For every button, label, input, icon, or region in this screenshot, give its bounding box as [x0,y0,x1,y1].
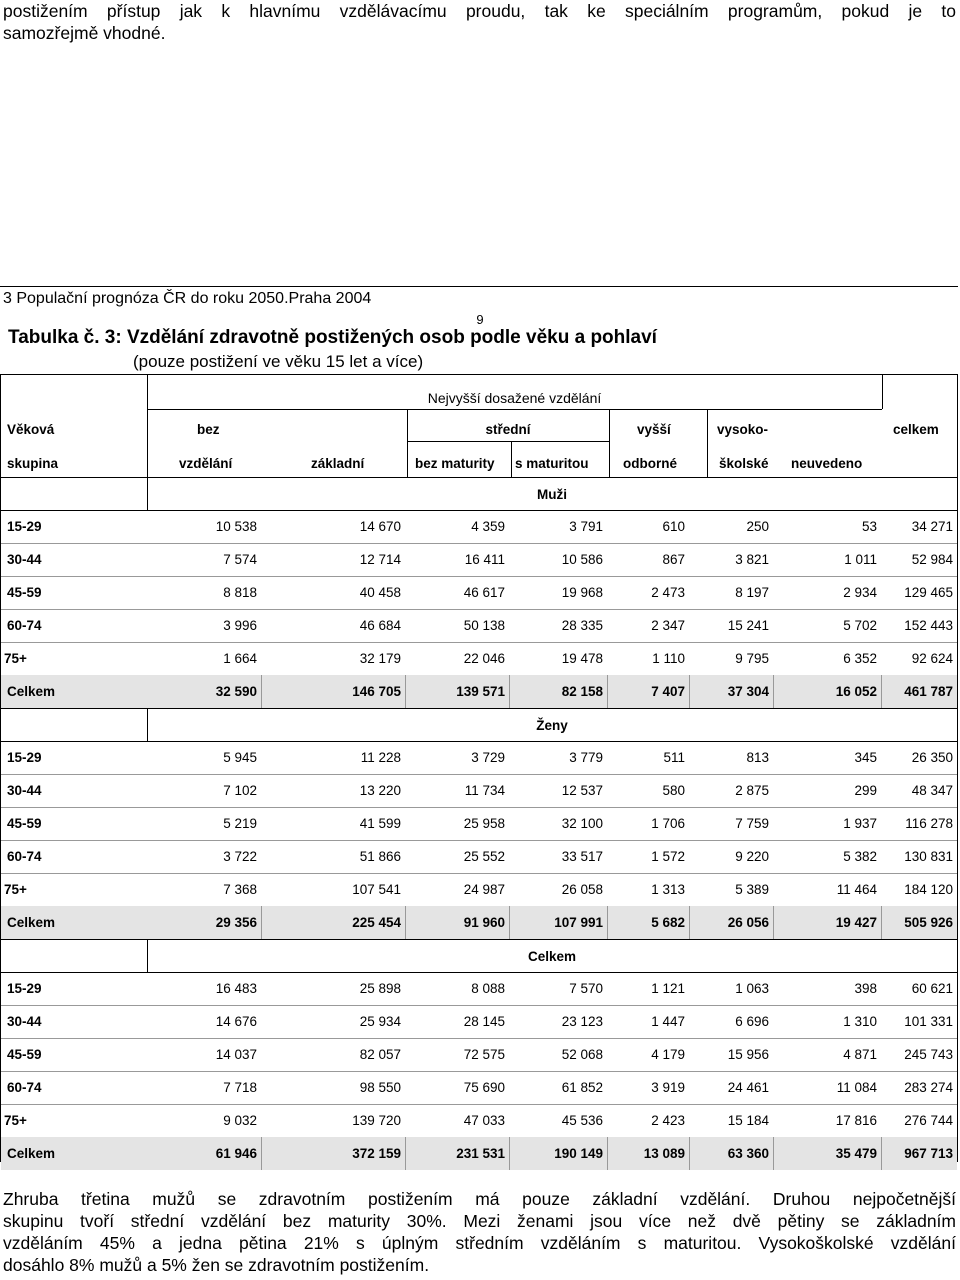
cell-divider [607,906,608,939]
table-cell: 867 [662,552,685,567]
table-title: Tabulka č. 3: Vzdělání zdravotně postižených osob podle věku a pohlaví [8,327,657,348]
row-label: 45-59 [7,1047,42,1062]
table-cell: 1 937 [843,816,877,831]
cell-divider [405,906,406,939]
table-cell: 34 271 [911,519,953,534]
header-bez: bez [197,422,220,437]
table-cell: 813 [746,750,769,765]
cell-divider [509,675,510,708]
row-label: 45-59 [7,816,42,831]
header-s-maturitou: s maturitou [515,456,589,471]
section-divider [147,708,148,741]
table-cell: 7 718 [223,1080,257,1095]
table-cell: 19 478 [561,651,603,666]
row-label: 15-29 [7,750,42,765]
header-divider [511,441,512,477]
table-cell: 40 458 [359,585,401,600]
table-cell: 15 184 [727,1113,769,1128]
table-cell: 2 473 [651,585,685,600]
table-cell: 116 278 [905,816,953,831]
table-cell: 25 898 [359,981,401,996]
row-label: 60-74 [7,1080,42,1095]
table-cell: 580 [662,783,685,798]
row-label: 60-74 [7,618,42,633]
paragraph-line: dosáhlo 8% mužů a 5% žen se zdravotním postižením. [3,1255,430,1275]
row-label: 30-44 [7,552,42,567]
table-cell: 345 [854,750,877,765]
row-rule [1,873,957,874]
cell-divider [607,675,608,708]
header-odborne: odborné [623,456,677,471]
table-cell: 52 068 [561,1047,603,1062]
header-bez-maturity: bez maturity [415,456,495,471]
table-cell: 398 [854,981,877,996]
row-rule [1,807,957,808]
header-stredni: střední [485,422,531,437]
table-cell: 3 722 [223,849,257,864]
table-cell: 8 197 [735,585,769,600]
table-cell: 25 552 [463,849,505,864]
footnote: 3 Populační prognóza ČR do roku 2050.Praha 2004 [3,290,372,307]
table-cell: 16 483 [215,981,257,996]
table-cell: 91 960 [463,915,505,930]
table-cell: 5 702 [843,618,877,633]
cell-divider [261,906,262,939]
table-cell: 6 352 [843,651,877,666]
table-cell: 48 347 [911,783,953,798]
table-cell: 41 599 [359,816,401,831]
table-cell: 7 759 [735,816,769,831]
table-cell: 16 052 [835,684,877,699]
cell-divider [689,906,690,939]
table-cell: 5 682 [651,915,685,930]
education-table [0,374,958,1162]
header-vyssi: vyšší [637,422,671,437]
header-group: Nejvyšší dosažené vzdělání [427,390,602,406]
table-cell: 190 149 [554,1146,603,1161]
table-cell: 75 690 [463,1080,505,1095]
table-cell: 82 158 [561,684,603,699]
intro-paragraph [3,0,956,44]
row-rule [1,1038,957,1039]
table-cell: 15 241 [727,618,769,633]
row-rule [1,840,957,841]
table-cell: 5 945 [223,750,257,765]
row-rule [1,741,957,742]
header-zakladni: základní [311,456,365,471]
cell-divider [773,1137,774,1170]
table-cell: 146 705 [352,684,401,699]
table-cell: 505 926 [904,915,953,930]
table-cell: 82 057 [359,1047,401,1062]
table-cell: 50 138 [463,618,505,633]
table-cell: 92 624 [911,651,953,666]
paragraph-line: samozřejmě vhodné. [3,23,166,43]
table-cell: 60 621 [911,981,953,996]
table-cell: 32 590 [215,684,257,699]
table-cell: 7 570 [569,981,603,996]
table-cell: 37 304 [727,684,769,699]
row-label: 45-59 [7,585,42,600]
table-cell: 12 714 [359,552,401,567]
table-cell: 8 818 [223,585,257,600]
table-cell: 511 [663,750,685,765]
table-cell: 17 816 [835,1113,877,1128]
cell-divider [689,1137,690,1170]
table-cell: 11 464 [836,882,877,897]
row-label: 75+ [4,882,27,897]
table-cell: 5 219 [223,816,257,831]
header-divider [882,375,883,409]
table-cell: 1 110 [652,651,685,666]
table-cell: 1 063 [735,981,769,996]
table-cell: 101 331 [904,1014,953,1029]
header-divider [707,409,708,477]
table-cell: 1 664 [223,651,257,666]
header-rule [147,409,882,410]
table-cell: 152 443 [904,618,953,633]
row-label: Celkem [7,684,56,699]
table-cell: 19 968 [561,585,603,600]
table-cell: 107 991 [554,915,603,930]
table-cell: 24 987 [463,882,505,897]
table-cell: 130 831 [904,849,953,864]
table-cell: 13 089 [643,1146,685,1161]
table-cell: 2 934 [843,585,877,600]
table-cell: 5 389 [735,882,769,897]
table-cell: 276 744 [904,1113,953,1128]
table-cell: 14 676 [215,1014,257,1029]
cell-divider [261,675,262,708]
table-cell: 32 100 [561,816,603,831]
paragraph-line: vzděláním 45% a jedna pětina 21% s úplným středním vzděláním s maturitou. Vysokoškolské vzdělání [3,1233,956,1253]
header-divider [609,409,610,477]
table-cell: 28 335 [561,618,603,633]
table-cell: 372 159 [352,1146,401,1161]
table-cell: 11 084 [836,1080,877,1095]
table-cell: 610 [662,519,685,534]
table-cell: 98 550 [359,1080,401,1095]
table-cell: 15 956 [727,1047,769,1062]
table-cell: 52 984 [911,552,953,567]
table-cell: 4 179 [651,1047,685,1062]
header-rule [407,441,609,442]
table-cell: 299 [854,783,877,798]
table-cell: 26 350 [911,750,953,765]
table-cell: 53 [861,519,877,534]
row-label: Celkem [7,1146,56,1161]
table-cell: 46 684 [359,618,401,633]
cell-divider [773,675,774,708]
table-cell: 72 575 [463,1047,505,1062]
table-cell: 129 465 [904,585,953,600]
row-label: Celkem [7,915,56,930]
table-cell: 107 541 [352,882,401,897]
cell-divider [773,906,774,939]
table-cell: 184 120 [904,882,953,897]
section-divider [147,477,148,510]
table-cell: 6 696 [735,1014,769,1029]
table-cell: 11 228 [360,750,401,765]
table-cell: 139 571 [456,684,505,699]
row-rule [1,576,957,577]
page-number: 9 [476,312,484,327]
row-label: 15-29 [7,981,42,996]
table-cell: 1 447 [651,1014,685,1029]
paragraph-line: postižením přístup jak k hlavnímu vzdělávacímu proudu, tak ke speciálním programům, pokud je to [3,1,956,21]
table-cell: 139 720 [352,1113,401,1128]
table-cell: 9 220 [735,849,769,864]
table-cell: 32 179 [359,651,401,666]
table-cell: 231 531 [456,1146,505,1161]
table-cell: 245 743 [904,1047,953,1062]
row-label: 60-74 [7,849,42,864]
row-rule [1,1071,957,1072]
table-cell: 13 220 [359,783,401,798]
row-label: 30-44 [7,783,42,798]
header-vysoko: vysoko- [717,422,769,437]
table-cell: 12 537 [561,783,603,798]
cell-divider [509,1137,510,1170]
table-cell: 5 382 [843,849,877,864]
table-cell: 283 274 [904,1080,953,1095]
cell-divider [881,906,882,939]
table-cell: 26 058 [561,882,603,897]
row-label: 15-29 [7,519,42,534]
table-cell: 14 037 [215,1047,257,1062]
table-cell: 4 871 [843,1047,877,1062]
section-title: Muži [537,487,567,502]
table-cell: 7 102 [223,783,257,798]
table-cell: 29 356 [215,915,257,930]
row-rule [1,543,957,544]
table-cell: 35 479 [835,1146,877,1161]
table-cell: 61 852 [561,1080,603,1095]
table-subtitle: (pouze postižení ve věku 15 let a více) [133,352,424,371]
table-cell: 3 791 [569,519,603,534]
table-cell: 9 795 [735,651,769,666]
table-cell: 8 088 [471,981,505,996]
table-cell: 1 310 [843,1014,877,1029]
cell-divider [881,675,882,708]
table-cell: 3 821 [735,552,769,567]
table-cell: 16 411 [464,552,505,567]
header-rule [1,477,957,478]
table-cell: 1 572 [651,849,685,864]
row-rule [1,972,957,973]
header-neuvedeno: neuvedeno [791,456,863,471]
header-vzdelani: vzdělání [179,456,233,471]
row-rule [1,708,957,709]
header-divider [407,409,408,477]
table-cell: 2 347 [651,618,685,633]
table-cell: 14 670 [359,519,401,534]
cell-divider [405,1137,406,1170]
header-skupina: skupina [7,456,59,471]
row-label: 75+ [4,1113,27,1128]
cell-divider [509,906,510,939]
header-vekova: Věková [7,422,55,437]
row-label: 75+ [4,651,27,666]
table-cell: 1 121 [651,981,685,996]
paragraph-line: skupinu tvoří střední vzdělání bez maturity 30%. Mezi ženami jsou více než dvě pětiny se základním [3,1211,956,1231]
table-cell: 3 996 [223,618,257,633]
table-cell: 45 536 [561,1113,603,1128]
table-cell: 1 706 [651,816,685,831]
table-cell: 19 427 [835,915,877,930]
table-cell: 2 875 [735,783,769,798]
table-cell: 3 919 [651,1080,685,1095]
table-cell: 9 032 [223,1113,257,1128]
table-cell: 33 517 [561,849,603,864]
table-cell: 3 729 [471,750,505,765]
table-cell: 46 617 [463,585,505,600]
summary-paragraph [3,1188,956,1276]
table-cell: 26 056 [727,915,769,930]
table-cell: 22 046 [463,651,505,666]
header-celkem: celkem [893,422,939,437]
cell-divider [689,675,690,708]
table-cell: 23 123 [561,1014,603,1029]
section-title: Celkem [527,949,577,964]
table-cell: 3 779 [569,750,603,765]
paragraph-line: Zhruba třetina mužů se zdravotním postižením má pouze základní vzdělání. Druhou nejpočetnější [3,1189,956,1209]
header-skolske: školské [719,456,769,471]
table-cell: 51 866 [359,849,401,864]
table-cell: 1 011 [844,552,877,567]
cell-divider [881,1137,882,1170]
row-rule [1,1104,957,1105]
table-cell: 7 368 [223,882,257,897]
table-cell: 4 359 [471,519,505,534]
table-cell: 10 538 [215,519,257,534]
section-divider [147,939,148,972]
cell-divider [405,675,406,708]
table-cell: 25 958 [463,816,505,831]
row-rule [1,642,957,643]
table-cell: 1 313 [651,882,685,897]
row-rule [1,1005,957,1006]
table-cell: 2 423 [651,1113,685,1128]
cell-divider [607,1137,608,1170]
table-cell: 7 574 [223,552,257,567]
cell-divider [261,1137,262,1170]
row-rule [1,609,957,610]
table-cell: 28 145 [463,1014,505,1029]
row-label: 30-44 [7,1014,42,1029]
table-cell: 24 461 [727,1080,769,1095]
table-cell: 47 033 [463,1113,505,1128]
table-cell: 967 713 [904,1146,953,1161]
row-rule [1,939,957,940]
section-title: Ženy [536,718,568,733]
table-cell: 63 360 [727,1146,769,1161]
table-cell: 250 [746,519,769,534]
table-cell: 7 407 [651,684,685,699]
row-rule [1,510,957,511]
footnote-separator [0,286,958,287]
table-cell: 461 787 [904,684,953,699]
table-cell: 11 734 [464,783,505,798]
table-cell: 10 586 [561,552,603,567]
table-cell: 61 946 [215,1146,257,1161]
table-cell: 225 454 [352,915,401,930]
table-cell: 25 934 [359,1014,401,1029]
row-rule [1,774,957,775]
